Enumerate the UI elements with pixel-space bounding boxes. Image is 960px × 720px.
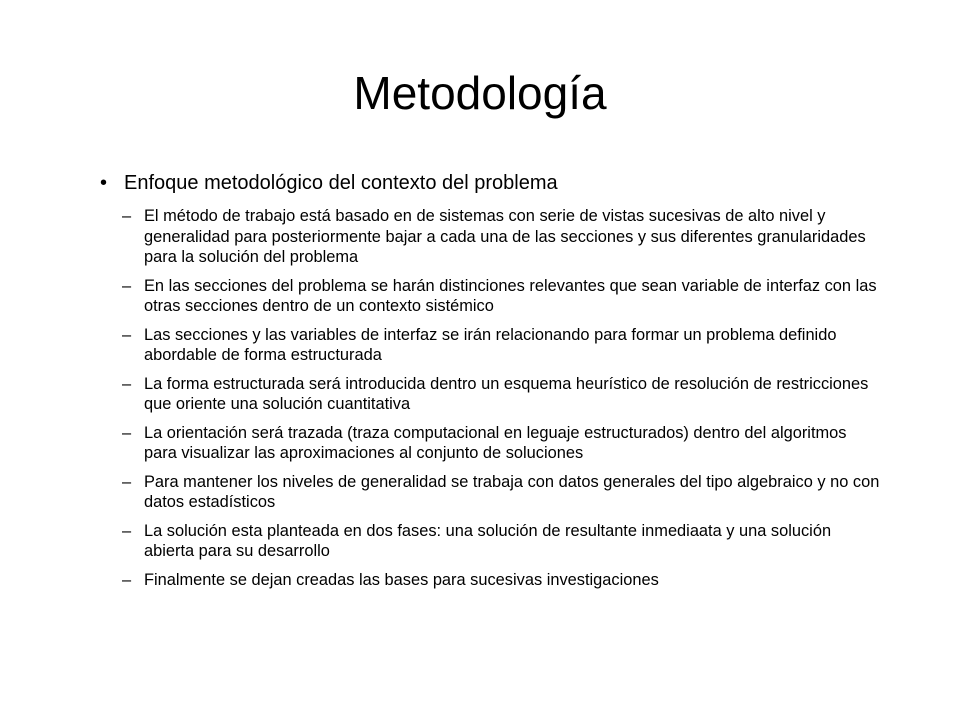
sub-bullet bbox=[100, 374, 880, 415]
sub-bullet bbox=[100, 570, 880, 591]
dash-marker: – bbox=[122, 325, 132, 344]
dash-marker: – bbox=[122, 207, 132, 225]
sub-bullet-text: Finalmente se dejan creadas las bases para sucesivas investigaciones bbox=[144, 570, 659, 589]
dash-marker: – bbox=[122, 423, 132, 442]
sub-bullet bbox=[100, 325, 880, 366]
sub-bullet-text: En las secciones del problema se harán distinciones relevantes que sean variable de interfaz con las otras secciones dentro de un contexto sistémico bbox=[144, 276, 877, 315]
sub-bullet bbox=[100, 472, 880, 513]
sub-bullet bbox=[100, 276, 880, 317]
bullet-marker: • bbox=[100, 172, 108, 194]
sub-bullet bbox=[100, 521, 880, 562]
dash-marker: – bbox=[122, 276, 132, 295]
dash-marker: – bbox=[122, 521, 132, 540]
dash-marker: – bbox=[122, 570, 132, 589]
sub-bullet-text: El método de trabajo está basado en de sistemas con serie de vistas sucesivas de alto nivel y generalidad para posteriormente bajar a cada una de las secciones y sus diferentes granularidades para la solución del problema bbox=[144, 207, 866, 266]
sub-bullet-text: Para mantener los niveles de generalidad se trabaja con datos generales del tipo algebraico y no con datos estadísticos bbox=[144, 472, 880, 511]
main-bullet bbox=[100, 170, 880, 196]
sub-bullet-text: La orientación será trazada (traza computacional en leguaje estructurados) dentro del algoritmos para visualizar las aproximaciones al conjunto de soluciones bbox=[144, 423, 847, 462]
dash-marker: – bbox=[122, 472, 132, 491]
slide-content bbox=[100, 170, 880, 598]
main-bullet-text: Enfoque metodológico del contexto del problema bbox=[124, 172, 558, 194]
sub-bullet-text: La forma estructurada será introducida dentro un esquema heurístico de resolución de restricciones que oriente una solución cuantitativa bbox=[144, 374, 869, 413]
sub-bullet bbox=[100, 423, 880, 464]
sub-bullet-list bbox=[100, 206, 880, 590]
sub-bullet bbox=[100, 206, 880, 268]
dash-marker: – bbox=[122, 374, 132, 393]
sub-bullet-text: La solución esta planteada en dos fases: una solución de resultante inmediaata y una solución abierta para su desarrollo bbox=[144, 521, 832, 560]
slide-title: Metodología bbox=[353, 67, 607, 119]
sub-bullet-text: Las secciones y las variables de interfaz se irán relacionando para formar un problema definido abordable de forma estructurada bbox=[144, 325, 837, 364]
